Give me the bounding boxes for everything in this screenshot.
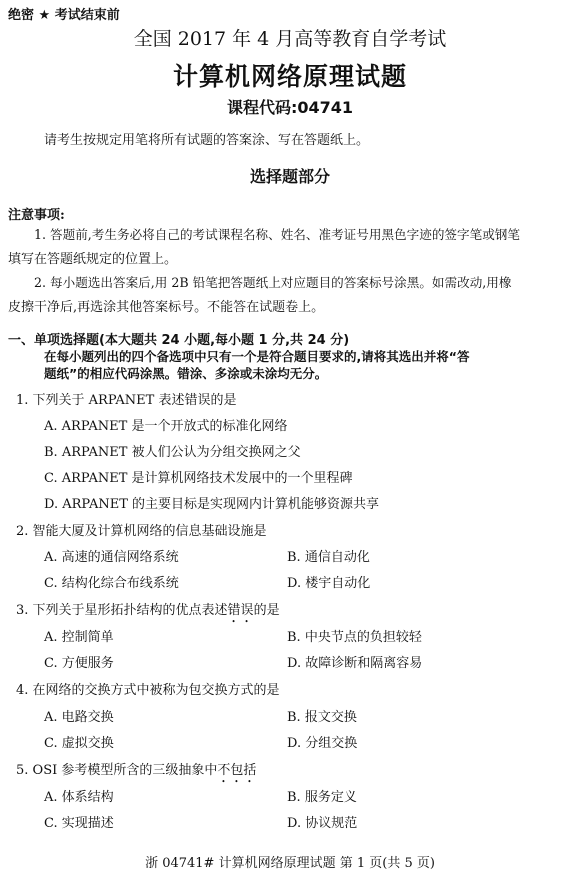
question-5-stem-pre: 5. OSI 参考模型所含的三级抽象中 (16, 763, 218, 778)
question-3-stem-post: 的是 (253, 603, 280, 618)
question-5-option-b: B. 服务定义 (287, 790, 357, 805)
question-2-option-b: B. 通信自动化 (287, 550, 370, 565)
question-4-option-a: A. 电路交换 (44, 710, 114, 725)
question-2-option-d: D. 楼宇自动化 (287, 576, 371, 591)
secrecy-label: 绝密 ★ 考试结束前 (8, 8, 120, 23)
question-5-option-d: D. 协议规范 (287, 816, 358, 831)
question-3-stem (16, 599, 280, 626)
note-2-line-2: 皮擦干净后,再选涂其他答案标号。不能答在试题卷上。 (8, 300, 325, 315)
question-1-stem: 1. 下列关于 ARPANET 表述错误的是 (16, 393, 237, 408)
note-1-line-2: 填写在答题纸规定的位置上。 (8, 252, 178, 267)
part1-instruction-line-2: 题纸”的相应代码涂黑。错涂、多涂或未涂均无分。 (44, 366, 328, 381)
part1-title: 一、单项选择题(本大题共 24 小题,每小题 1 分,共 24 分) (8, 333, 350, 348)
question-1-option-b: B. ARPANET 被人们公认为分组交换网之父 (44, 445, 301, 460)
question-5-option-c: C. 实现描述 (44, 816, 114, 831)
page-title: 计算机网络原理试题 (172, 62, 407, 91)
question-5-option-a: A. 体系结构 (44, 790, 114, 805)
question-1-option-a: A. ARPANET 是一个开放式的标准化网络 (44, 419, 288, 434)
question-2-stem: 2. 智能大厦及计算机网络的信息基础设施是 (16, 524, 267, 539)
part1-instruction-line-1: 在每小题列出的四个备选项中只有一个是符合题目要求的,请将其选出并将“答 (44, 349, 470, 364)
page-footer: 浙 04741# 计算机网络原理试题 第 1 页(共 5 页) (145, 856, 435, 871)
course-code: 课程代码:04741 (226, 98, 354, 117)
question-3-option-a: A. 控制简单 (44, 630, 114, 645)
note-1-line-1: 1. 答题前,考生务必将自己的考试课程名称、姓名、准考证号用黑色字迹的签字笔或钢笔 (34, 227, 520, 242)
question-3-option-c: C. 方便服务 (44, 656, 114, 671)
question-3-option-d: D. 故障诊断和隔离容易 (287, 656, 423, 671)
question-4-option-d: D. 分组交换 (287, 736, 358, 751)
question-4-option-b: B. 报文交换 (287, 710, 357, 725)
section-title: 选择题部分 (249, 167, 330, 186)
exam-line: 全国 2017 年 4 月高等教育自学考试 (133, 28, 447, 50)
question-2-option-a: A. 高速的通信网络系统 (44, 550, 179, 565)
notes-heading: 注意事项: (8, 208, 65, 223)
question-5-stem (16, 759, 256, 786)
intro-text: 请考生按规定用笔将所有试题的答案涂、写在答题纸上。 (44, 133, 370, 148)
question-3-stem-pre: 3. 下列关于星形拓扑结构的优点表述 (16, 603, 228, 618)
question-5-stem-emphasis: 不包括 (217, 763, 257, 778)
question-3-stem-emphasis: 错误 (227, 603, 254, 618)
question-4-stem: 4. 在网络的交换方式中被称为包交换方式的是 (16, 683, 280, 698)
question-3-option-b: B. 中央节点的负担较轻 (287, 630, 422, 645)
question-4-option-c: C. 虚拟交换 (44, 736, 114, 751)
note-2-line-1: 2. 每小题选出答案后,用 2B 铅笔把答题纸上对应题目的答案标号涂黑。如需改动,用橡 (34, 275, 512, 290)
question-1-option-d: D. ARPANET 的主要目标是实现网内计算机能够资源共享 (44, 497, 380, 512)
question-2-option-c: C. 结构化综合布线系统 (44, 576, 179, 591)
question-1-option-c: C. ARPANET 是计算机网络技术发展中的一个里程碑 (44, 471, 353, 486)
